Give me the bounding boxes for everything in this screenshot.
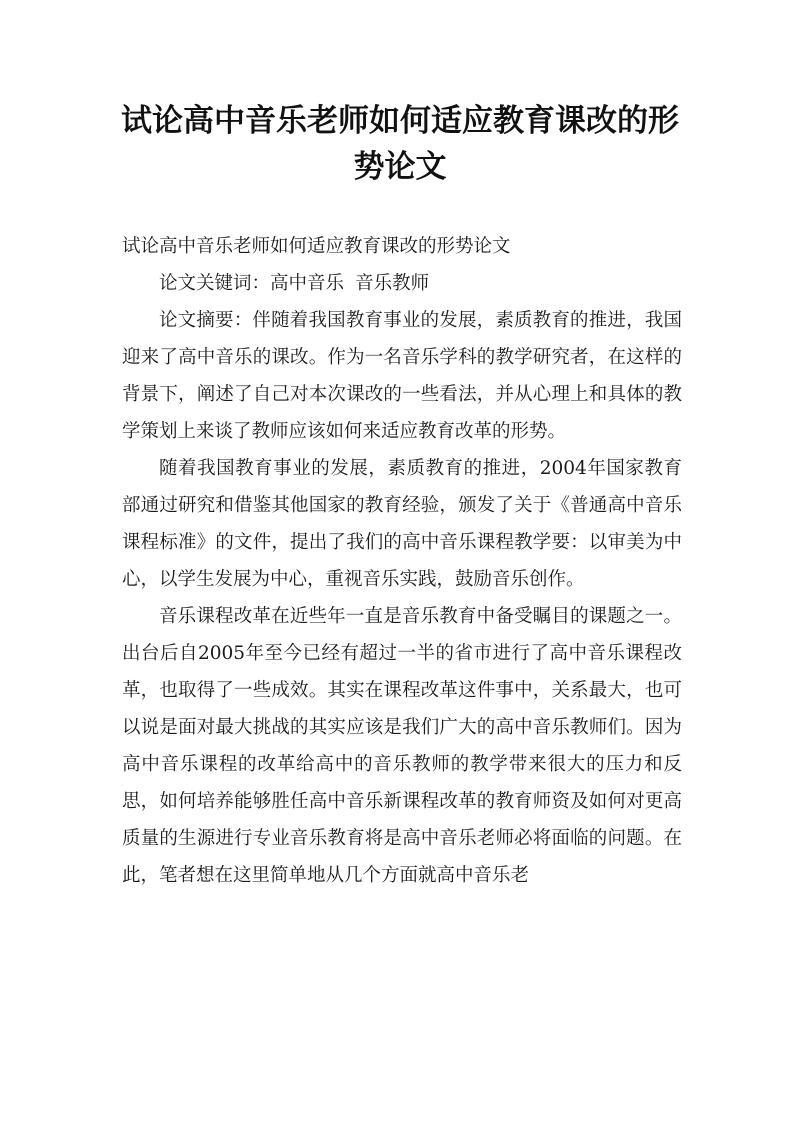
abstract-paragraph <box>122 302 682 450</box>
keywords-line <box>122 265 682 302</box>
keyword-term: 高中音乐 <box>270 273 345 294</box>
document-body <box>122 228 682 894</box>
abstract-label: 论文摘要： <box>159 310 253 331</box>
keywords-label: 论文关键词： <box>159 273 271 294</box>
body-paragraph: 随着我国教育事业的发展，素质教育的推进，2004年国家教育部通过研究和借鉴其他国家的教育经验，颁发了关于《普通高中音乐课程标准》的文件，提出了我们的高中音乐课程教学要：以审美为中心，以学生发展为中心，重视音乐实践，鼓励音乐创作。 <box>122 458 682 590</box>
body-paragraph: 音乐课程改革在近些年一直是音乐教育中备受瞩目的课题之一。出台后自2005年至今已经有超过一半的省市进行了高中音乐课程改革，也取得了一些成效。其实在课程改革这件事中，关系最大，也可以说是面对最大挑战的其实应该是我们广大的高中音乐教师们。因为高中音乐课程的改革给高中的音乐教师的教学带来很大的压力和反思，如何培养能够胜任高中音乐新课程改革的教育师资及如何对更高质量的生源进行专业音乐教育将是高中音乐老师必将面临的问题。在此，笔者想在这里简单地从几个方面就高中音乐老 <box>122 606 682 886</box>
document-subtitle: 试论高中音乐老师如何适应教育课改的形势论文 <box>122 236 511 257</box>
document-title: 试论高中音乐老师如何适应教育课改的形势论文 <box>121 103 679 185</box>
abstract-text: 伴随着我国教育事业的发展，素质教育的推进，我国迎来了高中音乐的课改。作为一名音乐学科的教学研究者，在这样的背景下，阐述了自己对本次课改的一些看法，并从心理上和具体的教学策划上来谈了教师应该如何来适应教育改革的形势。 <box>122 310 682 442</box>
keyword-term: 音乐教师 <box>355 273 430 294</box>
